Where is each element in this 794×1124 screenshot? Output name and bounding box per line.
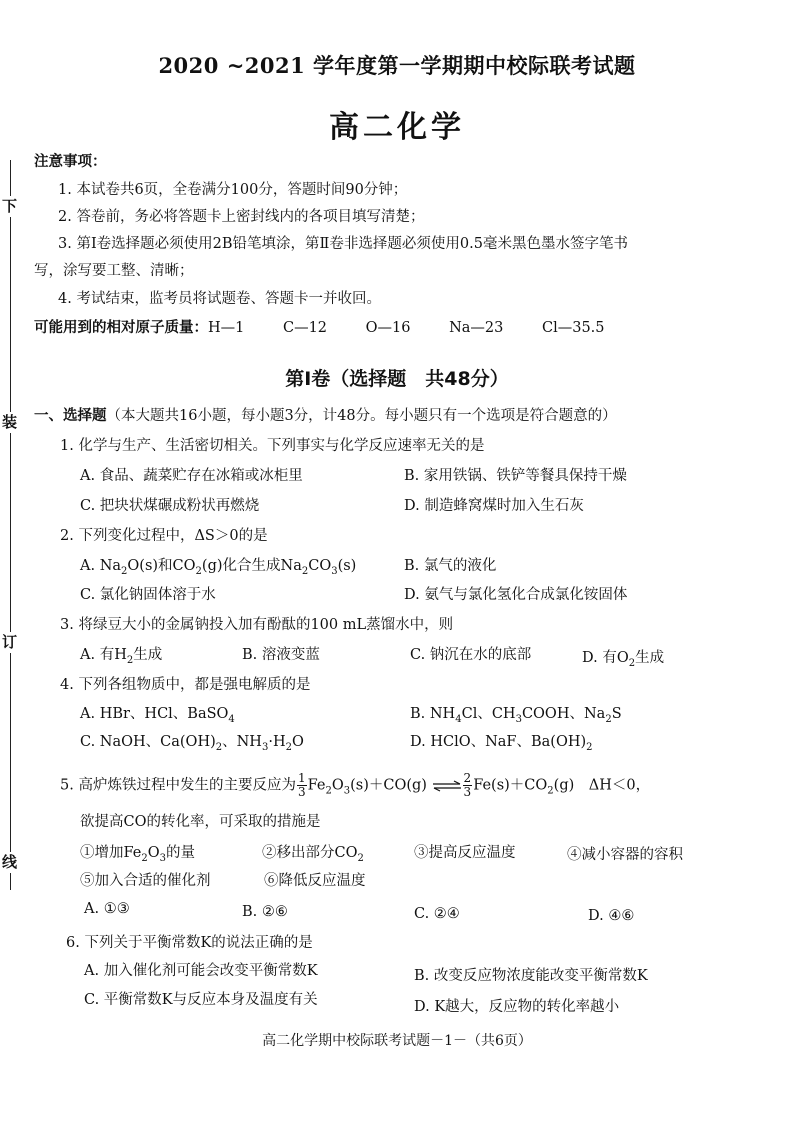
q2-stem: 2. 下列变化过程中，ΔS＞0的是 bbox=[60, 528, 268, 544]
q5-m2-text: ②移出部分CO bbox=[262, 845, 358, 861]
q6-option-a: A. 加入催化剂可能会改变平衡常数K bbox=[84, 963, 318, 979]
notice-item-4: 4. 考试结束，监考员将试题卷、答题卡一并收回。 bbox=[58, 291, 381, 307]
q4-c-sub-3: 2 bbox=[285, 741, 292, 753]
q1-stem: 1. 化学与生产、生活密切相关。下列事实与化学反应速率无关的是 bbox=[60, 438, 485, 454]
q5-stem-question: 欲提高CO的转化率，可采取的措施是 bbox=[80, 814, 321, 830]
q1-option-a: A. 食品、蔬菜贮存在冰箱或冰柜里 bbox=[80, 468, 303, 484]
exam-title: 2020 ~2021 学年度第一学期期中校际联考试题 bbox=[158, 53, 636, 78]
q6-option-b: B. 改变反应物浓度能改变平衡常数K bbox=[414, 968, 648, 984]
q4-a-text: A. HBr、HCl、BaSO bbox=[80, 706, 229, 722]
notice-item-1: 1. 本试卷共6页，全卷满分100分，答题时间90分钟； bbox=[58, 182, 408, 198]
q5-eq-o: O bbox=[331, 777, 344, 794]
q5-m2-sub: 2 bbox=[357, 852, 364, 864]
atomic-mass-o: O—16 bbox=[365, 320, 411, 336]
q5-m1-text-2: O bbox=[147, 845, 160, 861]
q5-measure-3: ③提高反应温度 bbox=[414, 845, 516, 861]
q5-eq-sub-1: 2 bbox=[325, 785, 332, 797]
q6-option-c: C. 平衡常数K与反应本身及温度有关 bbox=[84, 992, 318, 1008]
q3-a-text-1: A. 有H bbox=[80, 647, 127, 663]
q4-d-text: D. HClO、NaF、Ba(OH) bbox=[410, 734, 587, 750]
q5-fraction-1 bbox=[297, 772, 307, 799]
q3-option-b: B. 溶液变蓝 bbox=[242, 647, 320, 663]
q1-option-c: C. 把块状煤碾成粉状再燃烧 bbox=[80, 498, 260, 514]
q4-b-sub-2: 3 bbox=[515, 713, 522, 725]
binding-line bbox=[10, 160, 11, 890]
q5-eq-co: (s)＋CO(g) bbox=[350, 777, 427, 794]
notice-item-2: 2. 答卷前，务必将答题卡上密封线内的各项目填写清楚； bbox=[58, 209, 425, 225]
q5-stem-equation bbox=[60, 772, 650, 801]
q5-frac2-num: 2 bbox=[463, 771, 472, 785]
q4-c-sub-1: 2 bbox=[215, 741, 223, 753]
q5-m1-sub-1: 2 bbox=[141, 852, 148, 864]
q4-stem: 4. 下列各组物质中，都是强电解质的是 bbox=[60, 677, 311, 693]
q4-b-text-1: B. NH bbox=[410, 706, 456, 722]
q2-option-c: C. 氯化钠固体溶于水 bbox=[80, 587, 216, 603]
q4-d-sub: 2 bbox=[586, 741, 593, 753]
q3-d-text-2: 生成 bbox=[635, 650, 665, 666]
q2-a-sub-3: 2 bbox=[301, 565, 309, 577]
part1-instruction bbox=[34, 406, 617, 426]
q4-c-text-3: ·H bbox=[268, 734, 286, 750]
binding-char-zhuang: 装 bbox=[2, 413, 18, 431]
q5-eq-sub-3: 2 bbox=[547, 785, 554, 797]
notice-heading: 注意事项： bbox=[34, 153, 107, 170]
q3-stem: 3. 将绿豆大小的金属钠投入加有酚酞的100 mL蒸馏水中，则 bbox=[60, 617, 454, 633]
part1-instruction-label: 一、选择题 bbox=[34, 407, 107, 424]
q4-b-sub-3: 2 bbox=[605, 713, 612, 725]
q5-option-c: C. ②④ bbox=[414, 906, 460, 922]
q3-d-sub: 2 bbox=[628, 657, 636, 669]
atomic-mass-label: 可能用到的相对原子质量： bbox=[34, 319, 208, 336]
q5-measure-1 bbox=[80, 843, 195, 869]
q5-measure-4: ④减小容器的容积 bbox=[567, 847, 683, 863]
q5-option-a: A. ①③ bbox=[84, 901, 130, 917]
q2-a-text-5: (s) bbox=[337, 558, 357, 574]
q2-option-b: B. 氯气的液化 bbox=[404, 558, 497, 574]
atomic-mass-na: Na—23 bbox=[449, 320, 504, 336]
q5-eq-sub-2: 3 bbox=[343, 785, 351, 797]
q4-c-text-4: O bbox=[291, 734, 304, 750]
equilibrium-arrow-icon bbox=[432, 780, 462, 792]
q5-measure-2 bbox=[262, 843, 364, 869]
q2-option-d: D. 氨气与氯化氢化合成氯化铵固体 bbox=[404, 587, 628, 603]
part1-title: 第Ⅰ卷（选择题 共48分） bbox=[285, 368, 509, 390]
q5-frac1-den: 3 bbox=[297, 785, 306, 799]
q4-c-text-2: 、NH bbox=[222, 734, 262, 750]
q2-a-text-2: O(s)和CO bbox=[127, 558, 196, 574]
q3-option-c: C. 钠沉在水的底部 bbox=[410, 647, 532, 663]
q4-option-a bbox=[80, 704, 235, 730]
q1-option-b: B. 家用铁锅、铁铲等餐具保持干燥 bbox=[404, 468, 627, 484]
q5-eq-fe-co2: Fe(s)＋CO bbox=[473, 777, 548, 794]
q4-option-c bbox=[80, 732, 304, 758]
q4-option-b bbox=[410, 704, 622, 730]
q4-b-text-3: COOH、Na bbox=[521, 706, 606, 722]
q3-a-text-2: 生成 bbox=[133, 647, 163, 663]
q6-option-d: D. K越大，反应物的转化率越小 bbox=[414, 999, 620, 1015]
page-footer: 高二化学期中校际联考试题－1－（共6页） bbox=[262, 1033, 532, 1049]
q3-a-sub: 2 bbox=[126, 654, 134, 666]
q2-option-a bbox=[80, 556, 356, 582]
notice-item-3-cont: 写，涂写要工整、清晰； bbox=[34, 263, 194, 279]
q5-option-d: D. ④⑥ bbox=[588, 908, 635, 924]
q4-c-text-1: C. NaOH、Ca(OH) bbox=[80, 734, 216, 750]
q5-eq-deltah: (g) ΔH＜0， bbox=[553, 777, 651, 794]
part1-instruction-text: （本大题共16小题，每小题3分，计48分。每小题只有一个选项是符合题意的） bbox=[106, 408, 617, 424]
q5-frac2-den: 3 bbox=[463, 785, 472, 799]
q5-m1-sub-2: 3 bbox=[159, 852, 166, 864]
q5-option-b: B. ②⑥ bbox=[242, 904, 288, 920]
q2-a-sub-2: 2 bbox=[195, 565, 202, 577]
q2-a-text-3: (g)化合生成Na bbox=[201, 558, 302, 574]
binding-char-xian: 线 bbox=[2, 853, 18, 871]
q3-d-text-1: D. 有O bbox=[582, 650, 629, 666]
q3-option-a bbox=[80, 645, 162, 671]
q2-a-sub-1: 2 bbox=[121, 565, 128, 577]
q2-a-text-1: A. Na bbox=[80, 558, 122, 574]
q4-option-d bbox=[410, 732, 593, 758]
atomic-mass-h: H—1 bbox=[208, 320, 245, 336]
q5-stem-text: 5. 高炉炼铁过程中发生的主要反应为 bbox=[60, 777, 296, 794]
q4-c-sub-2: 3 bbox=[261, 741, 269, 753]
q5-eq-fe: Fe bbox=[307, 777, 326, 794]
notice-item-3: 3. 第Ⅰ卷选择题必须使用2B铅笔填涂，第Ⅱ卷非选择题必须使用0.5毫米黑色墨水签字笔书 bbox=[58, 236, 628, 252]
subject-title: 高二化学 bbox=[329, 110, 465, 145]
binding-char-xia: 下 bbox=[2, 197, 18, 215]
atomic-mass-c: C—12 bbox=[282, 320, 328, 336]
q4-b-text-2: Cl、CH bbox=[461, 706, 516, 722]
binding-char-ding: 订 bbox=[2, 633, 18, 651]
q6-stem: 6. 下列关于平衡常数K的说法正确的是 bbox=[66, 935, 313, 951]
q5-m1-text-3: 的量 bbox=[166, 845, 195, 861]
q4-b-text-4: S bbox=[611, 706, 622, 722]
q5-frac1-num: 1 bbox=[297, 771, 306, 785]
q1-option-d: D. 制造蜂窝煤时加入生石灰 bbox=[404, 498, 584, 514]
q5-m1-text-1: ①增加Fe bbox=[80, 845, 142, 861]
q4-b-sub-1: 4 bbox=[455, 713, 462, 725]
atomic-mass-line bbox=[34, 318, 605, 338]
atomic-mass-cl: Cl—35.5 bbox=[542, 320, 605, 336]
q2-a-text-4: CO bbox=[308, 558, 332, 574]
q5-measure-5: ⑤加入合适的催化剂 bbox=[80, 873, 211, 889]
q4-a-sub: 4 bbox=[228, 713, 235, 725]
q2-a-sub-4: 3 bbox=[331, 565, 338, 577]
q3-option-d bbox=[582, 648, 664, 674]
q5-measure-6: ⑥降低反应温度 bbox=[264, 873, 366, 889]
q5-fraction-2 bbox=[463, 772, 473, 799]
